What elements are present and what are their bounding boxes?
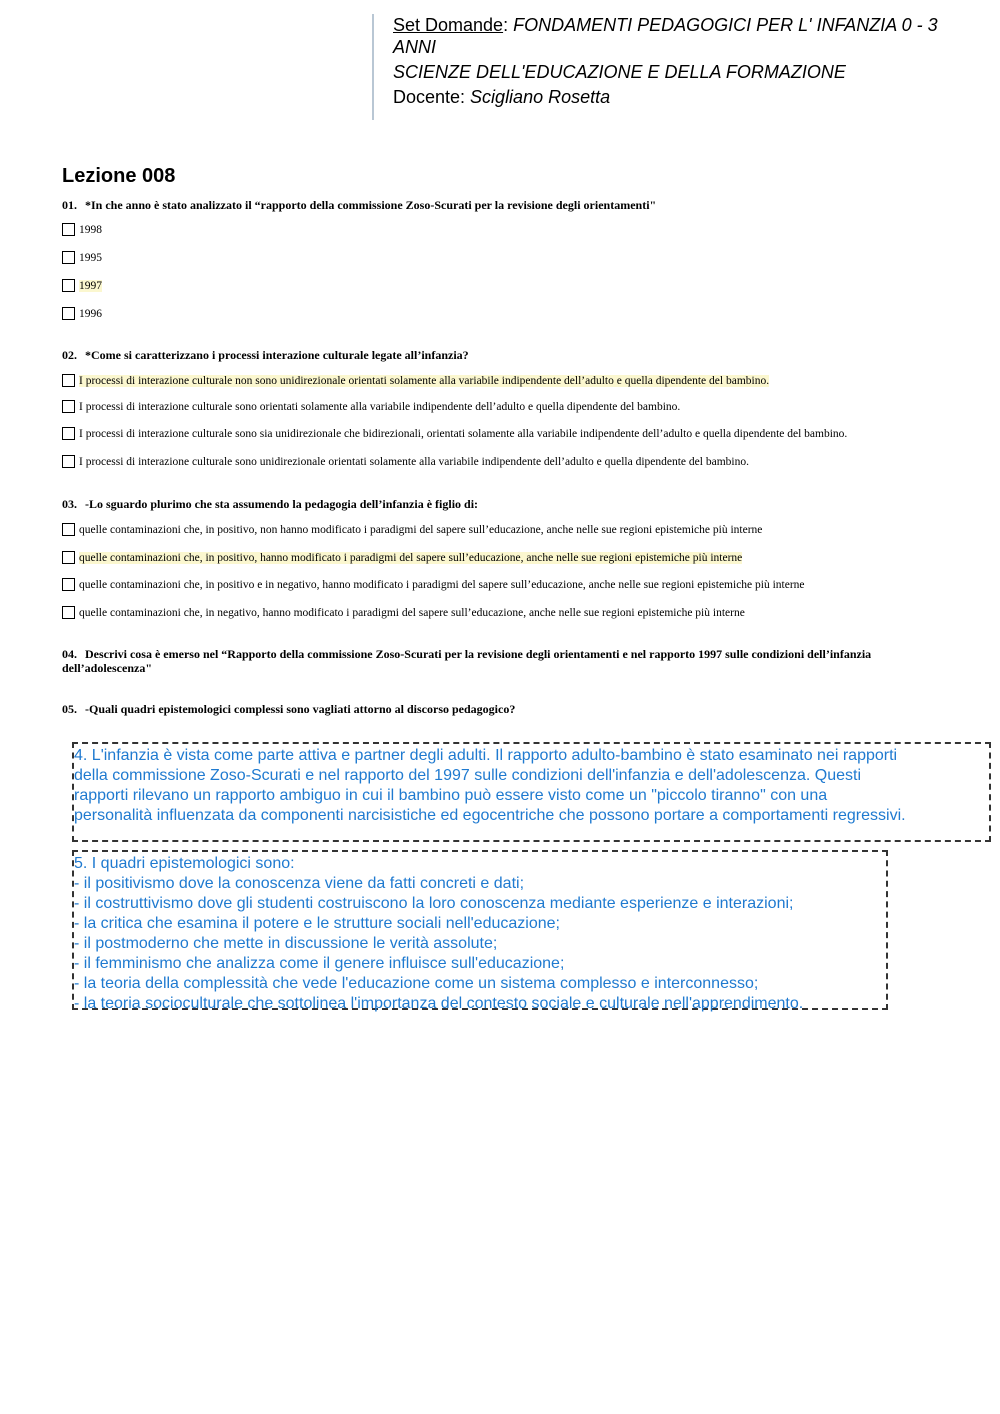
answer-line: 5. I quadri epistemologici sono: <box>74 855 295 872</box>
teacher-name: Scigliano Rosetta <box>470 87 611 107</box>
answer-line: rapporti rilevano un rapporto ambiguo in cui il bambino può essere visto come un "piccolo tiranno" con una <box>74 787 828 804</box>
question-03 <box>62 497 942 511</box>
answer-option-highlighted[interactable] <box>62 374 769 387</box>
answer-option-highlighted[interactable] <box>62 279 102 292</box>
answer-option[interactable] <box>62 427 847 440</box>
question-04 <box>62 647 942 675</box>
option-label: quelle contaminazioni che, in positivo, non hanno modificato i paradigmi del sapere sull’educazione, anche nelle sue regioni epistemiche più interne <box>79 523 763 536</box>
option-checkbox[interactable] <box>62 455 75 468</box>
answer-line: - il postmoderno che mette in discussione le verità assolute; <box>74 935 498 952</box>
answer-option[interactable] <box>62 400 680 413</box>
set-label: Set Domande <box>393 15 504 35</box>
answer-line: - il femminismo che analizza come il genere influisce sull'educazione; <box>74 955 565 972</box>
teacher-line <box>393 86 982 108</box>
answer-line: - il costruttivismo dove gli studenti costruiscono la loro conoscenza mediante esperienze e interazioni; <box>74 895 794 912</box>
question-number: 02. <box>62 348 77 362</box>
question-number: 04. <box>62 647 77 661</box>
answer-box-5[interactable] <box>72 850 888 1010</box>
option-label: quelle contaminazioni che, in negativo, hanno modificato i paradigmi del sapere sull’educazione, anche nelle sue regioni epistemiche più interne <box>79 606 745 619</box>
answer-option[interactable] <box>62 523 762 536</box>
answer-line: personalità influenzata da componenti narcisistiche ed egocentriche che possono portare a comportamenti regressivi. <box>74 807 906 824</box>
lesson-title: Lezione 008 <box>62 165 176 187</box>
faculty-name: SCIENZE DELL'EDUCAZIONE E DELLA FORMAZIONE <box>393 62 846 82</box>
option-label: I processi di interazione culturale sono sia unidirezionale che bidirezionali, orientati solamente alla variabile indipendente dell’adulto e quella dipendente del bambino. <box>79 427 848 440</box>
document-header <box>372 14 982 120</box>
question-text: *In che anno è stato analizzato il “rapporto della commissione Zoso-Scurati per la revisione degli orientamenti" <box>85 198 657 212</box>
answer-box-4[interactable] <box>72 742 991 842</box>
option-label: 1997 <box>79 279 102 292</box>
course-name-line1: FONDAMENTI PEDAGOGICI PER L' INFANZIA 0 - 3 <box>513 15 938 35</box>
answer-line: 4. L'infanzia è vista come parte attiva e partner degli adulti. Il rapporto adulto-bambino è stato esaminato nei rapporti <box>74 747 898 764</box>
question-01 <box>62 198 942 212</box>
question-02 <box>62 348 942 362</box>
answer-option[interactable] <box>62 223 102 236</box>
answer-option-highlighted[interactable] <box>62 551 742 564</box>
answer-line: - la teoria socioculturale che sottolinea l'importanza del contesto sociale e culturale nell'apprendimento. <box>74 995 804 1012</box>
question-number: 01. <box>62 198 77 212</box>
option-label: 1995 <box>79 251 102 264</box>
option-checkbox[interactable] <box>62 223 75 236</box>
answer-option[interactable] <box>62 606 745 619</box>
option-checkbox[interactable] <box>62 578 75 591</box>
question-text: -Lo sguardo plurimo che sta assumendo la pedagogia dell’infanzia è figlio di: <box>85 497 479 511</box>
option-checkbox[interactable] <box>62 400 75 413</box>
option-label: I processi di interazione culturale sono unidirezionale orientati solamente alla variabile indipendente dell’adulto e quella dipendente del bambino. <box>79 455 749 468</box>
question-05 <box>62 702 942 716</box>
answer-line: - la teoria della complessità che vede l'educazione come un sistema complesso e interconnesso; <box>74 975 759 992</box>
teacher-label: Docente: <box>393 87 471 107</box>
set-separator: : <box>503 15 514 35</box>
option-checkbox[interactable] <box>62 307 75 320</box>
answer-line: - il positivismo dove la conoscenza viene da fatti concreti e dati; <box>74 875 525 892</box>
option-label: 1998 <box>79 223 102 236</box>
option-checkbox[interactable] <box>62 551 75 564</box>
option-checkbox[interactable] <box>62 251 75 264</box>
question-number: 03. <box>62 497 77 511</box>
option-label: quelle contaminazioni che, in positivo, hanno modificato i paradigmi del sapere sull’educazione, anche nelle sue regioni epistemiche più interne <box>79 551 743 564</box>
course-title <box>393 14 982 58</box>
option-label: 1996 <box>79 307 102 320</box>
answer-line: - la critica che esamina il potere e le strutture sociali nell'educazione; <box>74 915 560 932</box>
option-checkbox[interactable] <box>62 606 75 619</box>
option-checkbox[interactable] <box>62 427 75 440</box>
option-checkbox[interactable] <box>62 279 75 292</box>
question-number: 05. <box>62 702 77 716</box>
answer-option[interactable] <box>62 578 805 591</box>
answer-line: della commissione Zoso-Scurati e nel rapporto del 1997 sulle condizioni dell'infanzia e dell'adolescenza. Questi <box>74 767 861 784</box>
question-text: Descrivi cosa è emerso nel “Rapporto della commissione Zoso-Scurati per la revisione degli orientamenti e nel rapporto 1997 sulle condizioni dell’infanzia dell’adolescenza" <box>62 647 872 675</box>
answer-option[interactable] <box>62 455 749 468</box>
answer-option[interactable] <box>62 251 102 264</box>
course-name-line2: ANNI <box>393 37 437 57</box>
option-checkbox[interactable] <box>62 523 75 536</box>
question-text: -Quali quadri epistemologici complessi sono vagliati attorno al discorso pedagogico? <box>85 702 516 716</box>
option-checkbox[interactable] <box>62 374 75 387</box>
option-label: I processi di interazione culturale sono orientati solamente alla variabile indipendente dell’adulto e quella dipendente del bambino. <box>79 400 681 413</box>
option-label: quelle contaminazioni che, in positivo e in negativo, hanno modificato i paradigmi del sapere sull’educazione, anche nelle sue regioni epistemiche più interne <box>79 578 805 591</box>
answer-option[interactable] <box>62 307 102 320</box>
question-text: *Come si caratterizzano i processi interazione culturale legate all’infanzia? <box>85 348 469 362</box>
option-label: I processi di interazione culturale non sono unidirezionale orientati solamente alla variabile indipendente dell’adulto e quella dipendente del bambino. <box>79 374 770 387</box>
